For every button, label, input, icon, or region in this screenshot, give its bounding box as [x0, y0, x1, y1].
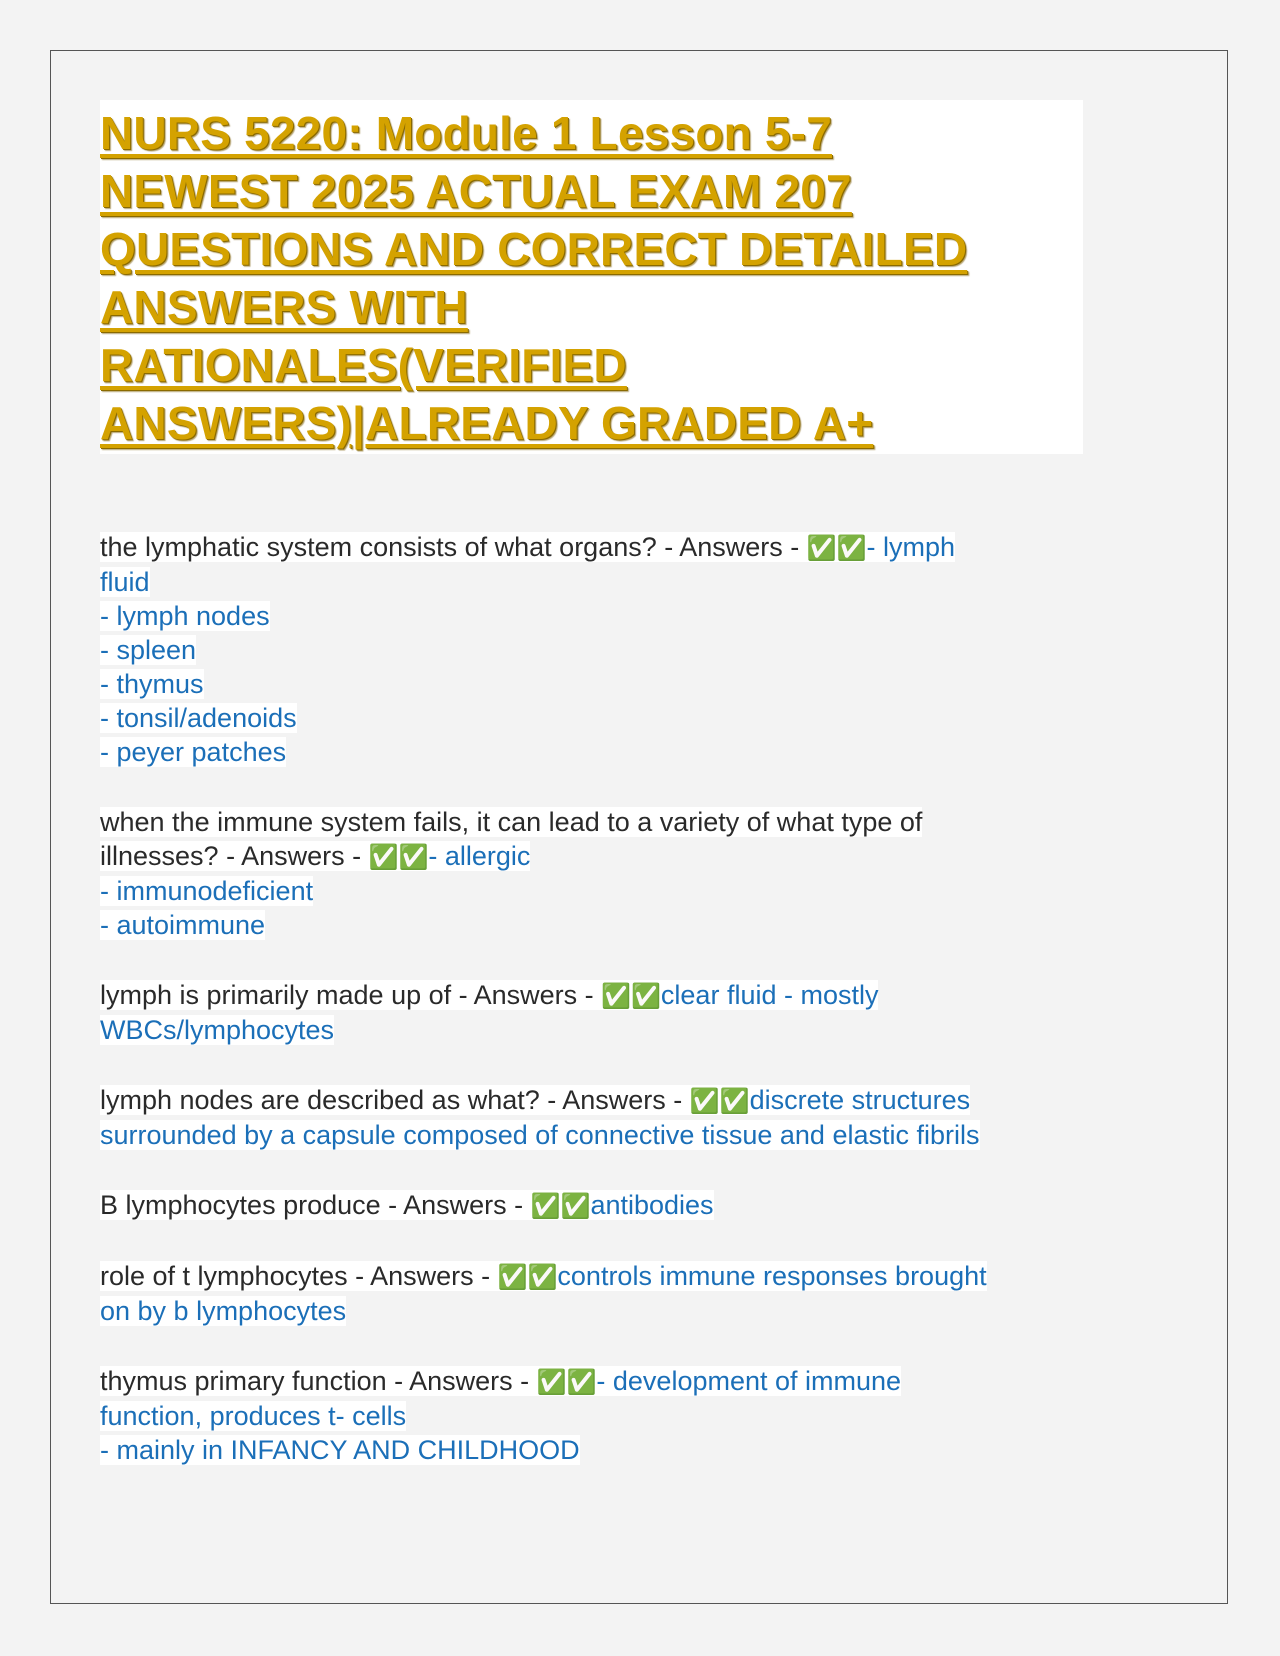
answers-label: - Answers - — [656, 532, 807, 562]
qa-item — [100, 978, 1100, 1047]
answers-label: - Answers - — [380, 1190, 531, 1220]
answer-text: clear fluid - mostly — [660, 980, 879, 1010]
answer-line: - mainly in INFANCY AND CHILDHOOD — [100, 1435, 580, 1465]
double-check-icon: ✅✅ — [689, 1087, 750, 1115]
answers-label: - Answers - — [218, 841, 369, 871]
qa-item — [100, 530, 1100, 769]
answer-line: - spleen — [100, 635, 197, 665]
qa-item — [100, 1364, 1100, 1467]
answers-label: - Answers - — [451, 980, 602, 1010]
answer-line: - autoimmune — [100, 910, 266, 940]
answer-line: fluid — [100, 567, 150, 597]
double-check-icon: ✅✅ — [806, 534, 867, 562]
answers-label: - Answers - — [386, 1366, 537, 1396]
document-title — [100, 100, 1083, 454]
title-line: NURS 5220: Module 1 Lesson 5-7 — [100, 107, 832, 159]
double-check-icon: ✅✅ — [536, 1368, 597, 1396]
question-text: lymph nodes are described as what? — [100, 1085, 540, 1115]
answer-text: - allergic — [428, 841, 531, 871]
answer-text: antibodies — [590, 1190, 714, 1220]
question-text: B lymphocytes produce — [100, 1190, 381, 1220]
title-line: ANSWERS WITH — [100, 281, 468, 333]
answer-text: controls immune responses brought — [557, 1261, 987, 1291]
question-text: role of t lymphocytes — [100, 1261, 348, 1291]
title-line: ANSWERS)|ALREADY GRADED A+ — [100, 397, 874, 449]
answer-text: - development of immune — [596, 1366, 902, 1396]
question-text: illnesses? — [100, 841, 219, 871]
qa-item — [100, 805, 1100, 942]
question-text: thymus primary function — [100, 1366, 387, 1396]
answer-line: - tonsil/adenoids — [100, 703, 297, 733]
qa-item — [100, 1188, 1100, 1223]
answer-line: on by b lymphocytes — [100, 1296, 347, 1326]
double-check-icon: ✅✅ — [601, 982, 661, 1010]
title-line: RATIONALES(VERIFIED — [100, 339, 627, 391]
answer-line: - peyer patches — [100, 737, 287, 767]
answer-line: function, produces t- cells — [100, 1401, 407, 1431]
answer-text: - lymph — [866, 532, 956, 562]
question-text: the lymphatic system consists of what organs? — [100, 532, 657, 562]
answers-label: - Answers - — [347, 1261, 498, 1291]
qa-item — [100, 1083, 1100, 1152]
answer-text: discrete structures — [749, 1085, 971, 1115]
qa-list — [100, 530, 1100, 1503]
answer-line: - lymph nodes — [100, 601, 270, 631]
answer-line: surrounded by a capsule composed of connective tissue and elastic fibrils — [100, 1120, 980, 1150]
double-check-icon: ✅✅ — [368, 843, 429, 871]
answers-label: - Answers - — [539, 1085, 690, 1115]
qa-item — [100, 1259, 1100, 1328]
answer-line: - thymus — [100, 669, 204, 699]
answer-line: WBCs/lymphocytes — [100, 1015, 335, 1045]
question-text: when the immune system fails, it can lead to a variety of what type of — [100, 807, 923, 837]
double-check-icon: ✅✅ — [530, 1192, 591, 1220]
answer-line: - immunodeficient — [100, 876, 314, 906]
title-line: QUESTIONS AND CORRECT DETAILED — [100, 223, 968, 275]
title-line: NEWEST 2025 ACTUAL EXAM 207 — [100, 165, 852, 217]
question-text: lymph is primarily made up of — [100, 980, 452, 1010]
double-check-icon: ✅✅ — [497, 1263, 558, 1291]
